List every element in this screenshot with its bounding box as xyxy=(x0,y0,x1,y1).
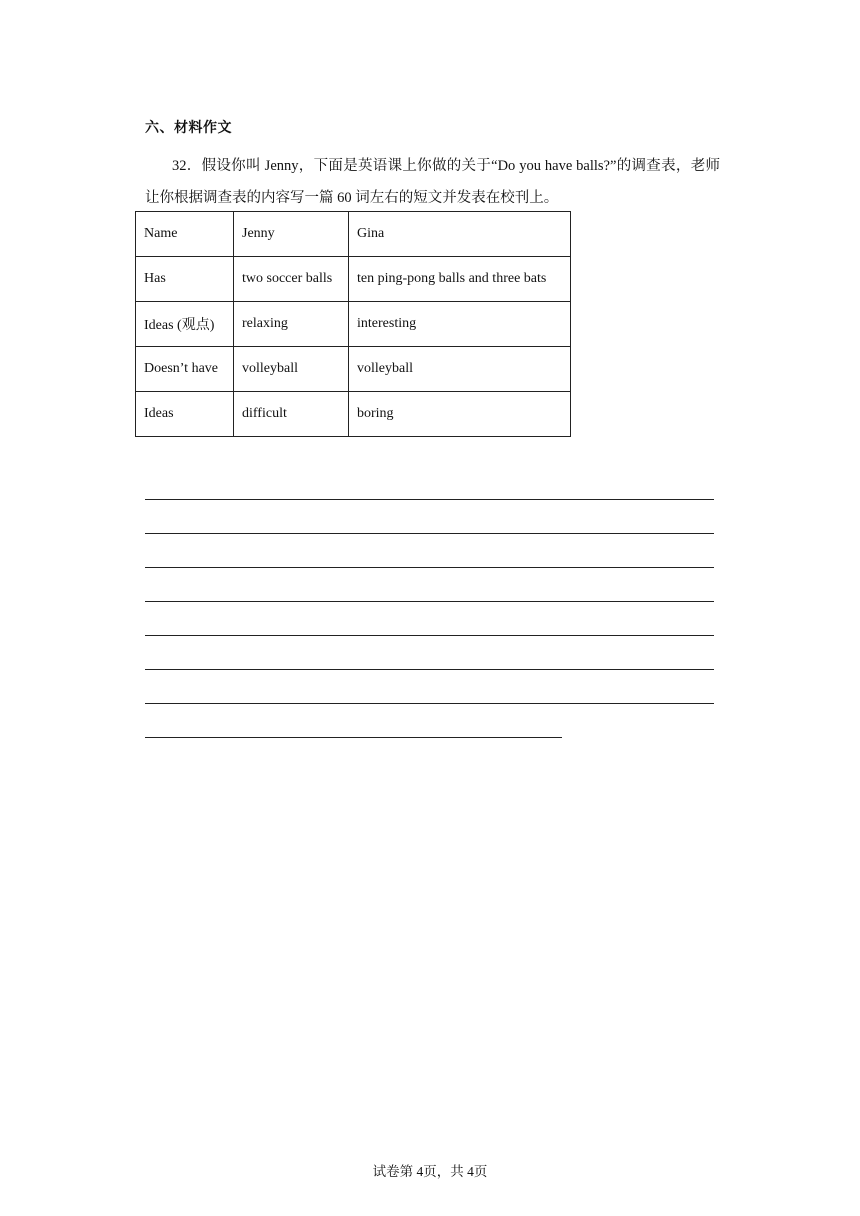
page-footer: 试卷第 4页，共 4页 xyxy=(372,1164,488,1179)
answer-line[interactable] xyxy=(145,533,714,534)
table-cell: volleyball xyxy=(234,347,349,392)
table-row xyxy=(136,302,571,347)
answer-line[interactable] xyxy=(145,703,714,704)
answer-line[interactable] xyxy=(145,601,714,602)
table-cell: ten ping-pong balls and three bats xyxy=(349,257,571,302)
question-prompt: 32．假设你叫 Jenny，下面是英语课上你做的关于“Do you have balls?”的调查表，老师让你根据调查表的内容写一篇 60 词左右的短文并发表在校刊上。 xyxy=(145,158,720,206)
survey-table xyxy=(135,211,571,437)
table-cell: Ideas (观点) xyxy=(136,302,234,347)
answer-line[interactable] xyxy=(145,737,562,738)
answer-line[interactable] xyxy=(145,499,714,500)
table-cell: Jenny xyxy=(234,212,349,257)
table-row xyxy=(136,392,571,437)
table-cell: difficult xyxy=(234,392,349,437)
answer-line[interactable] xyxy=(145,669,714,670)
table-cell: volleyball xyxy=(349,347,571,392)
answer-line[interactable] xyxy=(145,635,714,636)
table-cell: Doesn’t have xyxy=(136,347,234,392)
table-cell: two soccer balls xyxy=(234,257,349,302)
table-cell: boring xyxy=(349,392,571,437)
answer-line[interactable] xyxy=(145,567,714,568)
table-cell: Ideas xyxy=(136,392,234,437)
table-cell: Has xyxy=(136,257,234,302)
table-cell: interesting xyxy=(349,302,571,347)
table-cell: relaxing xyxy=(234,302,349,347)
table-row xyxy=(136,212,571,257)
table-cell: Name xyxy=(136,212,234,257)
table-row xyxy=(136,257,571,302)
table-cell: Gina xyxy=(349,212,571,257)
section-title: 六、材料作文 xyxy=(145,120,232,136)
table-row xyxy=(136,347,571,392)
